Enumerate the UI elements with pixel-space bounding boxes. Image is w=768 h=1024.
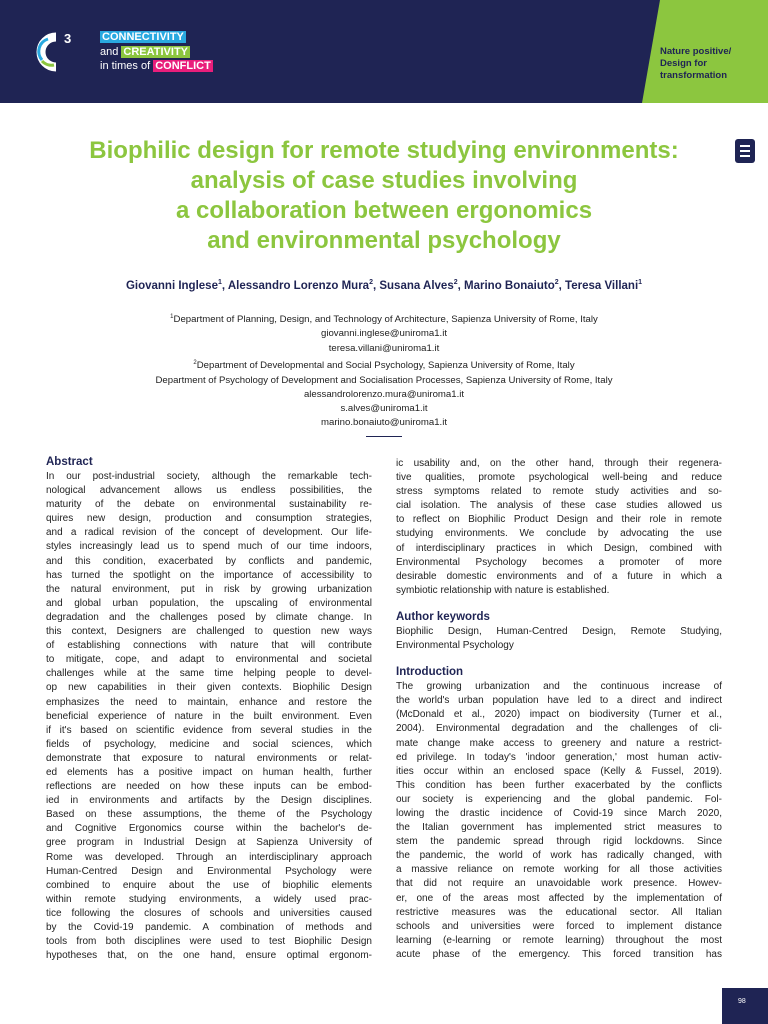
author-name: Teresa Villani xyxy=(565,279,639,292)
author-email[interactable]: marino.bonaiuto@uniroma1.it xyxy=(321,417,447,429)
keywords-body xyxy=(396,625,722,653)
affiliation-mark: 2 xyxy=(193,360,197,367)
text-line: a massive reliance on remote working for all those activities xyxy=(396,864,722,876)
text-line: tice following the closures of schools and universities caused xyxy=(46,907,372,919)
text-line: restrictive measures was the educational sector. All Italian xyxy=(396,906,722,918)
section-label-line: transformation xyxy=(660,70,728,81)
text-line: schools and universities were forced to implement distance xyxy=(396,920,722,932)
author-name: Susana Alves xyxy=(379,279,454,292)
text-line: nological advancement allows us endless possibilities, the xyxy=(46,485,372,497)
affiliations xyxy=(20,310,748,431)
page-number: 98 xyxy=(738,998,746,1005)
text-line: emphasizes the need to maintain, enhance and restore the xyxy=(46,696,372,708)
text-line: has turned the spotlight on the importance of accessibility to xyxy=(46,569,372,581)
author-email[interactable]: s.alves@uniroma1.it xyxy=(340,403,428,415)
text-line: mate change make access to greenery and nature a restrict- xyxy=(396,737,722,749)
text-line: the natural environment, put in risk by growing urbanization xyxy=(46,583,372,595)
author-list: Giovanni Inglese$^1$, Alessandro Lorenzo Mura$^2$, Susana Alves$^2$, Marino Bonaiuto$^2$, Teresa Villani$^1$ xyxy=(125,279,643,292)
text-line: Biophilic Design, Human-Centred Design, Remote Studying, xyxy=(396,625,722,637)
text-line: of establishing connections with nature that will contribute xyxy=(46,640,372,652)
text-line: Environmental Psychology xyxy=(396,640,514,652)
tagline-creativity: CREATIVITY xyxy=(123,45,188,58)
text-line: desirable domestic environments and of a future in which a xyxy=(396,570,722,582)
abstract-heading: Abstract xyxy=(46,456,93,468)
text-line: The growing urbanization and the continuous increase of xyxy=(396,681,722,693)
affiliation-mark: 1 xyxy=(170,314,174,320)
text-line: symbiotic relationship with nature is established. xyxy=(396,584,610,596)
text-line: the pandemic, the world of work has radically changed, with xyxy=(396,850,722,862)
author-name: Giovanni Inglese xyxy=(125,279,218,292)
right-column xyxy=(396,457,722,962)
c3-logo-icon xyxy=(26,30,76,74)
author-name: Alessandro Lorenzo Mura xyxy=(227,279,370,292)
section-label-line: Design for xyxy=(660,58,707,69)
text-line: stem the pandemic spread through rigid lockdowns. Since xyxy=(396,836,722,848)
text-line: Rome was developed. Through an interdisciplinary approach xyxy=(46,851,372,863)
text-line: the world's urban population have led to a direct and indirect xyxy=(396,695,722,707)
text-line: ied in environments and artifacts by the Design disciplines. xyxy=(46,795,372,807)
text-line: Environmental Psychology becomes a promoter of more xyxy=(396,556,722,568)
text-line: and this condition, exacerbated by conflicts and pandemic, xyxy=(46,555,372,567)
tagline-in-times-of: in times of xyxy=(100,60,151,72)
paper-title xyxy=(30,136,738,256)
text-line: Human-Centred Design and Environmental Psychology were xyxy=(46,865,372,877)
text-line: demonstrate that exposure to natural environments or relat- xyxy=(46,752,372,764)
text-line: if it's based on scientific evidence from several studies in the xyxy=(46,724,372,736)
text-line: acute phase of the emergency. This forced transition has xyxy=(396,948,722,960)
tagline-connectivity: CONNECTIVITY xyxy=(102,31,184,43)
text-line: beneficial experience of nature in the built environment. Even xyxy=(46,710,372,722)
page-number-tab xyxy=(722,988,768,1024)
abstract-continued xyxy=(396,457,722,598)
document-icon-line xyxy=(740,155,750,157)
affiliation-text: Department of Developmental and Social Psychology, Sapienza University of Rome, Italy xyxy=(196,360,575,372)
text-line: op new capabilities in their given contexts. Biophilic Design xyxy=(46,682,372,694)
text-line: and a radical revision of the concept of development. Our life- xyxy=(46,527,372,539)
text-line: by the Covid-19 pandemic. A combination of methods and xyxy=(46,922,372,933)
title-line: and environmental psychology xyxy=(207,227,561,254)
section-label-line: Nature positive/ xyxy=(660,46,732,57)
text-line: 2004). Environmental degradation and the challenges of cli- xyxy=(396,723,722,735)
text-line: styles increasingly lead us to spend much of our time indoors, xyxy=(46,541,372,553)
abstract-body xyxy=(46,470,372,963)
text-line: and global urban population, the upscaling of environmental xyxy=(46,597,372,609)
text-line: reflections are needed on how these inputs can be embod- xyxy=(46,781,372,793)
section-divider xyxy=(366,436,402,437)
title-line: a collaboration between ergonomics xyxy=(175,197,593,224)
text-line: hypotheses that, on the one hand, ensure optimal ergonom- xyxy=(46,950,372,962)
text-line: tools from both disciplines were used to test Biophilic Design xyxy=(46,936,372,948)
affiliation-text: Department of Planning, Design, and Technology of Architecture, Sapienza University of Rome, Italy xyxy=(173,314,598,326)
text-line: studying environments. We conclude by advocating the use xyxy=(396,528,722,540)
conference-tagline xyxy=(100,30,213,74)
text-line: er, one of the areas most affected by the implementation of xyxy=(396,892,722,904)
text-line: the Italian government has implemented strict measures to xyxy=(396,822,722,834)
logo-superscript: 3 xyxy=(64,31,72,46)
text-line: ities occur within an enclosed space (Kelly & Fussel, 2019). xyxy=(396,765,722,777)
title-line: Biophilic design for remote studying environments: xyxy=(89,137,679,164)
text-line: of interdisciplinary practices in which Design, combined with xyxy=(396,542,722,554)
document-icon-line xyxy=(740,145,750,147)
text-line: learning (e-learning or remote learning) throughout the most xyxy=(396,934,722,946)
text-line: ed privilege. In today's 'indoor generation,' most human activ- xyxy=(396,751,722,763)
tagline-conflict: CONFLICT xyxy=(155,60,211,72)
text-line: that did not require an unavoidable work presence. Howev- xyxy=(396,878,722,890)
author-affiliation-mark: 2 xyxy=(369,279,373,286)
text-line: within remote studying environments, a widely used prac- xyxy=(46,893,372,905)
text-line: our society is experiencing and the global pandemic. Fol- xyxy=(396,793,722,805)
text-line: and Cognitive Ergonomics course within the bachelor's de- xyxy=(46,823,372,835)
affiliation-line xyxy=(20,356,748,373)
text-line: In our post-industrial society, although the remarkable tech- xyxy=(46,471,372,482)
text-line: this context, Designers are challenged to question new ways xyxy=(46,626,372,638)
text-line: lowing the drastic incidence of Covid-19 since March 2020, xyxy=(396,807,722,819)
document-icon-line xyxy=(740,150,750,152)
introduction-heading: Introduction xyxy=(396,666,464,679)
text-line: This condition has been further exacerbated by the conflicts xyxy=(396,779,722,791)
author-email[interactable]: giovanni.inglese@uniroma1.it xyxy=(320,328,447,340)
text-line: ic usability and, on the other hand, through their regenera- xyxy=(396,458,722,469)
text-line: challenges while at the same time helping people to devel- xyxy=(46,668,372,680)
text-line: quires new design, production and consumption strategies, xyxy=(46,513,372,525)
tagline-and: and xyxy=(100,45,119,58)
affiliation-line: Department of Psychology of Development and Socialisation Processes, Sapienza University of Rome, Italy xyxy=(155,374,613,386)
text-line: to reflect on Biophilic Product Design and their role in remote xyxy=(396,514,722,526)
page-header xyxy=(0,0,768,103)
introduction-body xyxy=(396,680,722,962)
text-line: to mitigate, cope, and adapt to environmental and societal xyxy=(46,654,372,666)
title-line: analysis of case studies involving xyxy=(190,167,578,194)
text-line: stress symptoms related to remote study activities and so- xyxy=(396,486,722,498)
document-icon[interactable] xyxy=(735,139,755,163)
text-line: maturity of the debate on environmental sustainability re- xyxy=(46,499,372,511)
author-name: Marino Bonaiuto xyxy=(464,279,555,292)
text-line: Based on these assumptions, the theme of the Psychology xyxy=(46,809,372,821)
text-line: gree program in Industrial Design at Sapienza University of xyxy=(46,837,372,849)
text-line: tive qualities, promote psychological well-being and reduce xyxy=(396,472,722,484)
affiliation-line xyxy=(20,310,748,327)
text-line: degradation and the challenges posed by climate change. In xyxy=(46,611,372,623)
text-line: (McDonald et al., 2020) impact on biodiversity (Turner et al., xyxy=(396,709,722,721)
text-line: ed elements has a positive impact on human health, further xyxy=(46,766,372,778)
left-column xyxy=(46,455,372,963)
author-affiliation-mark: 1 xyxy=(217,279,222,286)
text-line: cial isolation. The analysis of these case studies allowed us xyxy=(396,500,722,512)
author-affiliation-mark: 1 xyxy=(638,279,643,286)
author-email[interactable]: alessandrolorenzo.mura@uniroma1.it xyxy=(303,388,465,400)
author-affiliation-mark: 2 xyxy=(554,279,559,286)
author-email[interactable]: teresa.villani@uniroma1.it xyxy=(328,342,440,354)
section-label xyxy=(660,46,764,82)
keywords-heading: Author keywords xyxy=(396,610,490,623)
text-line: fields of psychology, medicine and social sciences, which xyxy=(46,738,372,750)
text-line: combined to enquire about the use of biophilic elements xyxy=(46,879,372,891)
author-affiliation-mark: 2 xyxy=(453,279,458,286)
